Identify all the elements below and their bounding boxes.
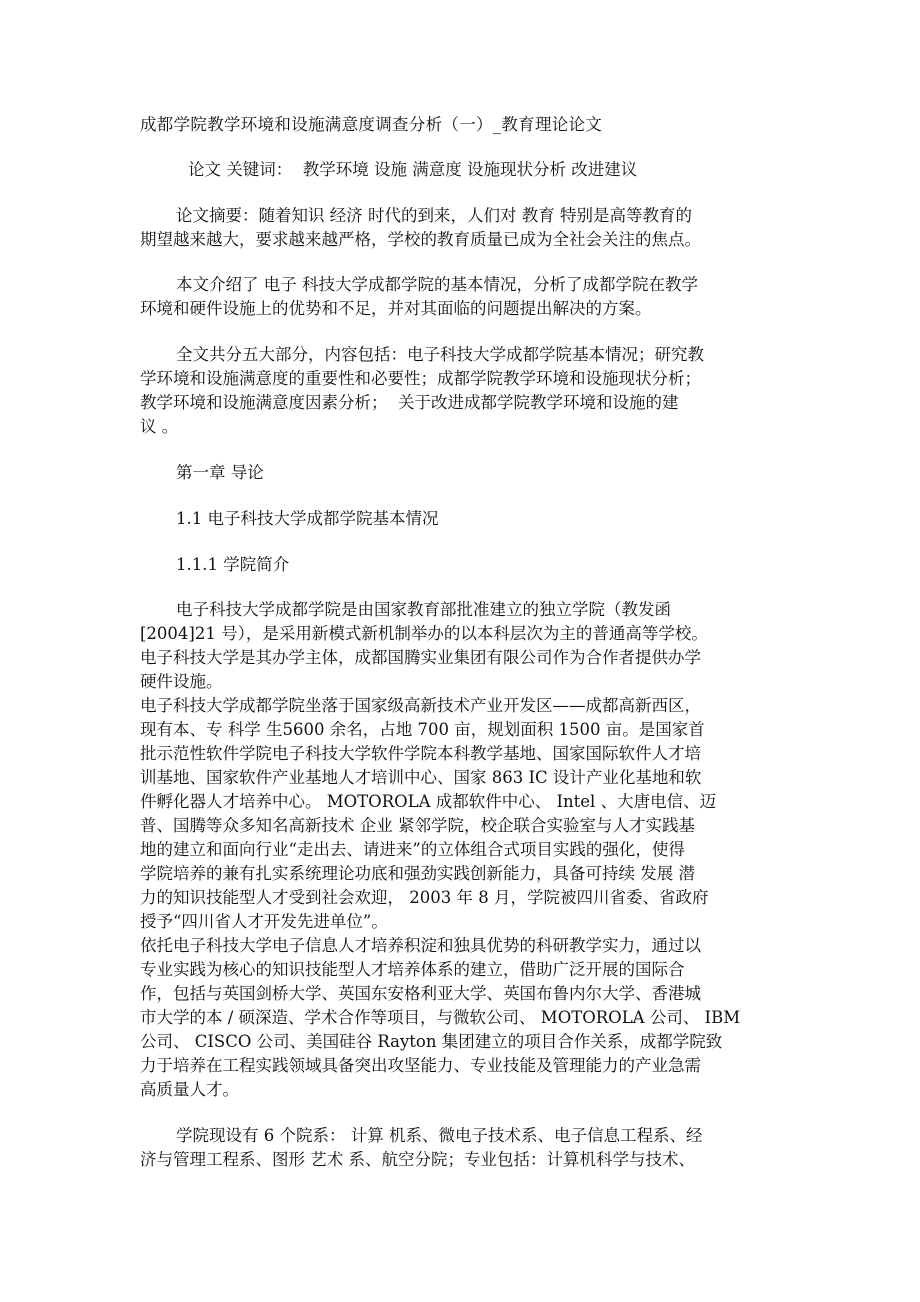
- body-line: 地的建立和面向行业“走出去、请进来”的立体组合式项目实践的强化，使得: [140, 840, 685, 859]
- body-line: 电子科技大学成都学院坐落于国家级高新技术产业开发区——成都高新西区，: [140, 696, 701, 715]
- body-line: 专业实践为核心的知识技能型人才培养体系的建立，借助广泛开展的国际合: [140, 960, 685, 979]
- body-line: 市大学的本 / 硕深造、学术合作等项目，与微软公司、 MOTOROLA 公司、 IBM: [140, 1008, 741, 1027]
- body-line: 作，包括与英国剑桥大学、英国东安格利亚大学、英国布鲁内尔大学、香港城: [140, 984, 701, 1003]
- body-line: 训基地、国家软件产业基地人才培训中心、国家 863 IC 设计产业化基地和软: [140, 768, 702, 787]
- contents-line: 全文共分五大部分，内容包括：电子科技大学成都学院基本情况；研究教: [176, 345, 704, 364]
- document-title: 成都学院教学环境和设施满意度调查分析（一）_教育理论论文: [140, 115, 603, 134]
- contents-line: 学环境和设施满意度的重要性和必要性；成都学院教学环境和设施现状分析；: [140, 369, 701, 388]
- section-heading: 1.1 电子科技大学成都学院基本情况: [176, 509, 439, 528]
- body-line: 电子科技大学是其办学主体，成都国腾实业集团有限公司作为合作者提供办学: [140, 648, 701, 667]
- subsection-heading: 1.1.1 学院简介: [176, 555, 290, 574]
- intro-line: 本文介绍了 电子 科技大学成都学院的基本情况，分析了成都学院在教学: [176, 275, 698, 294]
- keywords-line: 论文 关键词： 教学环境 设施 满意度 设施现状分析 改进建议: [188, 160, 638, 179]
- body-line: 批示范性软件学院电子科技大学软件学院本科教学基地、国家国际软件人才培: [140, 744, 701, 763]
- contents-line: 议 。: [140, 417, 179, 436]
- chapter-heading: 第一章 导论: [176, 463, 264, 482]
- body-line: 高质量人才。: [140, 1080, 239, 1099]
- body-line: 公司、 CISCO 公司、美国硅谷 Rayton 集团建立的项目合作关系，成都学院致: [140, 1032, 723, 1051]
- body-line: 学院培养的兼有扎实系统理论功底和强劲实践创新能力，具备可持续 发展 潜: [140, 864, 695, 883]
- body-line: 力于培养在工程实践领域具备突出攻坚能力、专业技能及管理能力的产业急需: [140, 1056, 701, 1075]
- abstract-line: 期望越来越大，要求越来越严格，学校的教育质量已成为全社会关注的焦点。: [140, 230, 701, 249]
- body-line: 现有本、专 科学 生5600 余名，占地 700 亩，规划面积 1500 亩。是国家首: [140, 720, 705, 739]
- body-line: [2004]21 号），是采用新模式新机制举办的以本科层次为主的普通高等学校。: [140, 624, 708, 643]
- body-line: 学院现设有 6 个院系： 计算 机系、微电子技术系、电子信息工程系、经: [176, 1126, 703, 1145]
- body-line: 件孵化器人才培养中心。 MOTOROLA 成都软件中心、 Intel 、大唐电信、迈: [140, 792, 717, 811]
- intro-line: 环境和硬件设施上的优势和不足，并对其面临的问题提出解决的方案。: [140, 299, 652, 318]
- body-line: 依托电子科技大学电子信息人才培养积淀和独具优势的科研教学实力，通过以: [140, 936, 701, 955]
- body-line: 电子科技大学成都学院是由国家教育部批准建立的独立学院（教发函: [176, 600, 671, 619]
- body-line: 力的知识技能型人才受到社会欢迎， 2003 年 8 月，学院被四川省委、省政府: [140, 888, 709, 907]
- body-line: 授予“四川省人才开发先进单位”。: [140, 912, 388, 931]
- contents-line: 教学环境和设施满意度因素分析； 关于改进成都学院教学环境和设施的建: [140, 393, 679, 412]
- body-line: 普、国腾等众多知名高新技术 企业 紧邻学院，校企联合实验室与人才实践基: [140, 816, 695, 835]
- body-line: 硬件设施。: [140, 672, 223, 691]
- abstract-line: 论文摘要：随着知识 经济 时代的到来，人们对 教育 特别是高等教育的: [176, 206, 692, 225]
- body-line: 济与管理工程系、图形 艺术 系、航空分院；专业包括：计算机科学与技术、: [140, 1150, 695, 1169]
